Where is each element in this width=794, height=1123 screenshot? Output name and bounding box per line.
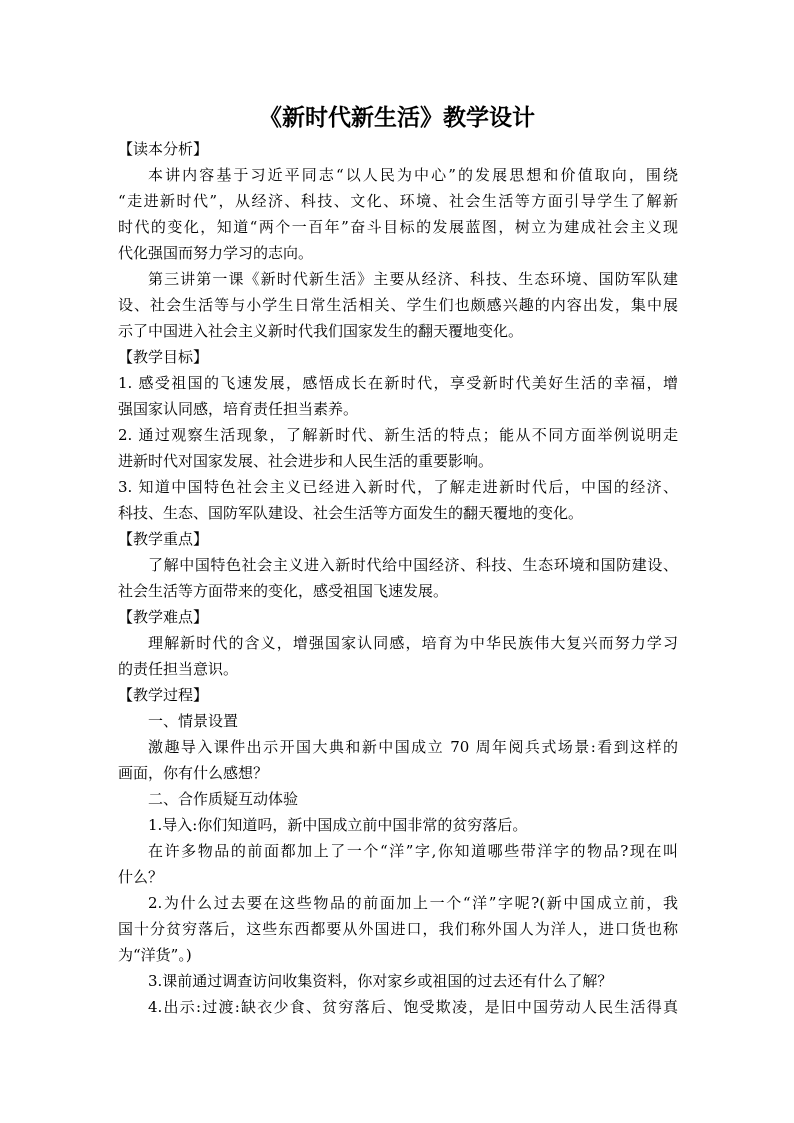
section-heading: 【教学重点】 (118, 530, 209, 548)
text-line: 设、社会生活等与小学生日常生活相关、学生们也颇感兴趣的内容出发，集中展 (118, 296, 678, 314)
text-line: 进新时代对国家发展、社会进步和人民生活的重要影响。 (118, 452, 494, 470)
text-line: 2.为什么过去要在这些物品的前面加上一个“洋”字呢?(新中国成立前，我 (148, 894, 678, 912)
text-line: 为“洋货”。) (118, 946, 192, 964)
text-line: 4.出示:过渡:缺衣少食、贫穷落后、饱受欺凌，是旧中国劳动人民生活得真 (148, 998, 678, 1016)
text-line: 2. 通过观察生活现象，了解新时代、新生活的特点；能从不同方面举例说明走 (118, 426, 678, 444)
text-line: 代化强国而努力学习的志向。 (118, 244, 314, 262)
text-line: 理解新时代的含义，增强国家认同感，培育为中华民族伟大复兴而努力学习 (148, 634, 678, 652)
section-heading: 【教学过程】 (118, 686, 209, 704)
text-line: 一、情景设置 (148, 712, 239, 730)
text-line: 3.课前通过调查访问收集资料，你对家乡或祖国的过去还有什么了解？ (148, 972, 613, 990)
text-line: 激趣导入课件出示开国大典和新中国成立 70 周年阅兵式场景:看到这样的 (148, 738, 678, 756)
text-line: 在许多物品的前面都加上了一个“洋”字,你知道哪些带洋字的物品?现在叫 (148, 842, 678, 860)
text-line: 时代的变化，知道“两个一百年”奋斗目标的发展蓝图，树立为建成社会主义现 (118, 218, 678, 236)
text-line: 什么？ (118, 868, 164, 886)
text-line: 第三讲第一课《新时代新生活》主要从经济、科技、生态环境、国防军队建 (148, 270, 678, 288)
section-heading: 【读本分析】 (118, 140, 209, 158)
text-line: 强国家认同感，培育责任担当素养。 (118, 400, 359, 418)
text-line: 1.导入:你们知道吗，新中国成立前中国非常的贫穷落后。 (148, 816, 528, 834)
text-line: 社会生活等方面带来的变化，感受祖国飞速发展。 (118, 582, 449, 600)
section-heading: 【教学目标】 (118, 348, 209, 366)
text-line: 二、合作质疑互动体验 (148, 790, 299, 808)
text-line: “走进新时代”，从经济、科技、文化、环境、社会生活等方面引导学生了解新 (118, 192, 678, 210)
text-line: 画面，你有什么感想？ (118, 764, 269, 782)
text-line: 3. 知道中国特色社会主义已经进入新时代，了解走进新时代后，中国的经济、 (118, 478, 678, 496)
text-line: 本讲内容基于习近平同志“以人民为中心”的发展思想和价值取向，围绕 (148, 166, 678, 184)
document-title: 《新时代新生活》教学设计 (259, 104, 535, 131)
text-line: 科技、生态、国防军队建设、社会生活等方面发生的翻天覆地的变化。 (118, 504, 584, 522)
text-line: 示了中国进入社会主义新时代我们国家发生的翻天覆地变化。 (118, 322, 524, 340)
text-line: 了解中国特色社会主义进入新时代给中国经济、科技、生态环境和国防建设、 (148, 556, 678, 574)
text-line: 的责任担当意识。 (118, 660, 239, 678)
section-heading: 【教学难点】 (118, 608, 209, 626)
text-line: 国十分贫穷落后，这些东西都要从外国进口，我们称外国人为洋人，进口货也称 (118, 920, 678, 938)
text-line: 1. 感受祖国的飞速发展，感悟成长在新时代，享受新时代美好生活的幸福，增 (118, 374, 678, 392)
